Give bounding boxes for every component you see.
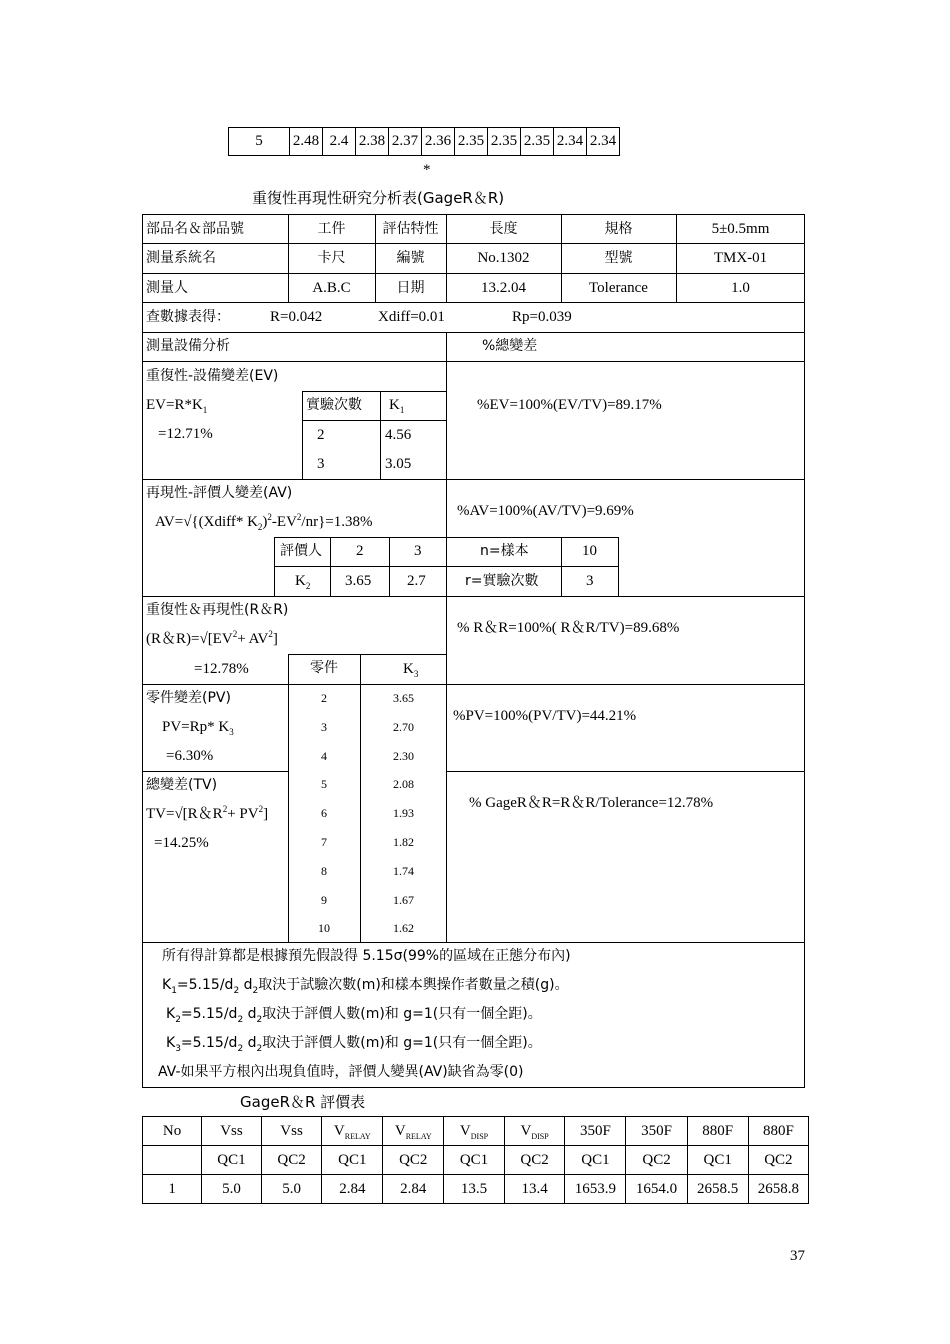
table-cell: QC1 (322, 1146, 383, 1175)
tv-percent: % GageR＆R=R＆R/Tolerance=12.78% (469, 795, 714, 811)
av-runs-label: r=實驗次數 (465, 573, 539, 589)
table-cell: $V_{DISP}$ (444, 1117, 505, 1146)
k3-cell: 2.70 (393, 719, 414, 734)
ev-k-row: 3 (317, 456, 325, 472)
table-cell: Vss (202, 1117, 262, 1146)
table-cell: QC1 (444, 1146, 505, 1175)
table-cell: 2658.8 (748, 1175, 808, 1204)
table-cell: QC2 (383, 1146, 444, 1175)
note-line: $K_1=5.15/d_2$ $d_2$取決于試驗次數(m)和樣本輿操作者數量之積(g)。 (162, 977, 569, 996)
pv-result: =6.30% (166, 748, 214, 764)
table-cell: $V_{RELAY}$ (322, 1117, 383, 1146)
av-formula: AV=√{(Xdiff* $K_2)^2-EV^2/nr\}=1.38\%$ (155, 512, 373, 532)
table-cell: 5.0 (202, 1175, 262, 1204)
table-cell: 13.5 (444, 1175, 505, 1204)
av-cell: 3 (586, 573, 594, 589)
table-cell: 2.4 (323, 128, 356, 156)
table-cell: QC2 (504, 1146, 565, 1175)
ev-k-row: 2 (317, 427, 325, 443)
rr-heading: 重復性＆再現性(R＆R) (146, 602, 289, 618)
eval-table (142, 1116, 809, 1204)
info-cell: 5±0.5mm (711, 221, 770, 237)
k3-cell: 1.67 (393, 892, 414, 907)
table-cell: 2.48 (290, 128, 323, 156)
info-cell: 評估特性 (382, 221, 439, 237)
table-cell: 1653.9 (565, 1175, 626, 1204)
tv-heading: 總變差(TV) (146, 777, 218, 793)
av-appraiser-label: 評價人 (280, 543, 322, 559)
k3-cell: 1.82 (393, 835, 414, 849)
table-cell: 13.4 (504, 1175, 565, 1204)
table-cell: 5 (229, 128, 290, 156)
info-cell: No.1302 (477, 250, 530, 266)
page-title: 重復性再現性研究分析表(GageR＆R) (252, 189, 505, 207)
av-cell: 3.65 (345, 573, 372, 589)
table-cell: QC2 (748, 1146, 808, 1175)
pv-percent: %PV=100%(PV/TV)=44.21% (453, 708, 637, 724)
table-cell: 1 (143, 1175, 202, 1204)
k3-col-part: 零件 (310, 660, 338, 676)
ev-k-row: 3.05 (385, 456, 412, 472)
k3-cell: 6 (321, 806, 327, 821)
table-cell: 2.36 (422, 128, 455, 156)
av-percent: %AV=100%(AV/TV)=9.69% (457, 503, 634, 519)
table-cell: 2.38 (356, 128, 389, 156)
info-cell: Tolerance (589, 280, 648, 296)
table-cell: QC2 (261, 1146, 322, 1175)
info-cell: 13.2.04 (481, 280, 526, 296)
info-cell: TMX-01 (713, 250, 768, 266)
tv-result: =14.25% (154, 835, 209, 851)
ev-k-row: 4.56 (385, 427, 412, 443)
analysis-left-header: 測量設備分析 (146, 338, 230, 354)
av-cell: 10 (582, 543, 597, 559)
table-cell: QC1 (202, 1146, 262, 1175)
ev-heading: 重復性-設備變差(EV) (146, 368, 279, 384)
k3-cell: 3.65 (393, 691, 414, 705)
av-cell: 3 (414, 543, 422, 559)
table-row (229, 128, 620, 156)
table-cell: 2.84 (383, 1175, 444, 1204)
table-cell: No (143, 1117, 202, 1146)
table-cell: Vss (261, 1117, 322, 1146)
asterisk: * (423, 162, 431, 178)
rr-percent: % R＆R=100%( R＆R/TV)=89.68% (457, 620, 680, 636)
table-cell: $V_{DISP}$ (504, 1117, 565, 1146)
analysis-right-header: %總變差 (482, 338, 538, 354)
info-cell: 測量系統名 (146, 250, 216, 266)
table-row (143, 1146, 809, 1175)
note-line: $K_3=5.15/d_2$ $d_2$取決于評價人數(m)和 g=1(只有一個全距)。 (166, 1035, 542, 1054)
table-cell: 2.37 (389, 128, 422, 156)
table-cell: 2.35 (455, 128, 488, 156)
info-cell: 型號 (604, 250, 633, 266)
table-cell: 350F (626, 1117, 687, 1146)
note-line: AV-如果平方根內出現負值時，評價人變異(AV)缺省為零(0) (158, 1064, 524, 1080)
rr-result: =12.78% (194, 661, 249, 677)
info-cell: 工件 (317, 221, 346, 237)
k3-cell: 7 (321, 835, 327, 849)
info-cell: 卡尺 (317, 250, 346, 266)
k3-cell: 2 (321, 691, 327, 705)
ev-k-head-k: $K_1$ (389, 397, 405, 415)
k3-cell: 10 (318, 921, 330, 936)
table-cell: 880F (748, 1117, 808, 1146)
page-number: 37 (790, 1248, 805, 1264)
k3-cell: 9 (321, 892, 327, 907)
tv-formula: TV=√[R＆$R^2+ PV^2$] (146, 804, 269, 822)
table-cell: QC2 (626, 1146, 687, 1175)
av-cell: 2 (356, 543, 364, 559)
r-value: R=0.042 (270, 309, 323, 325)
table-row (143, 1117, 809, 1146)
ev-percent: %EV=100%(EV/TV)=89.17% (477, 397, 662, 413)
table-cell: 2.35 (488, 128, 521, 156)
k3-cell: 1.93 (393, 806, 414, 821)
av-heading: 再現性-評價人變差(AV) (146, 485, 293, 501)
info-cell: 1.0 (731, 280, 750, 296)
k3-cell: 1.62 (393, 921, 414, 936)
table-cell: 350F (565, 1117, 626, 1146)
table-cell: 880F (687, 1117, 748, 1146)
rr-formula: (R＆$R)=√[EV^2+ AV^2]$ (146, 629, 278, 647)
k3-cell: 4 (321, 748, 327, 763)
info-cell: 編號 (396, 250, 425, 266)
table-row (143, 1175, 809, 1204)
k3-cell: 5 (321, 777, 327, 792)
info-cell: 長度 (489, 221, 518, 237)
info-cell: 部品名＆部品號 (146, 221, 244, 237)
table-cell: 2658.5 (687, 1175, 748, 1204)
table-cell: 2.35 (521, 128, 554, 156)
top-values-table (228, 127, 620, 156)
pv-heading: 零件變差(PV) (146, 690, 231, 706)
av-k2-label: $K_2$ (295, 573, 311, 591)
table-cell: 2.34 (587, 128, 620, 156)
eval-title: GageR＆R 評價表 (240, 1093, 366, 1111)
k3-col-k: $K_3$ (403, 661, 419, 679)
note-line: $K_2=5.15/d_2$ $d_2$取決于評價人數(m)和 g=1(只有一個全距)。 (166, 1006, 542, 1025)
ev-k-head-runs: 實驗次數 (306, 397, 362, 413)
table-cell (143, 1146, 202, 1175)
data-row-label: 查數據表得： (146, 309, 230, 325)
table-cell: 2.84 (322, 1175, 383, 1204)
table-cell: 5.0 (261, 1175, 322, 1204)
table-cell: QC1 (687, 1146, 748, 1175)
xdiff-value: Xdiff=0.01 (378, 309, 445, 325)
k3-cell: 8 (321, 863, 327, 878)
info-cell: A.B.C (312, 280, 351, 296)
table-cell: 2.34 (554, 128, 587, 156)
av-cell: 2.7 (407, 573, 426, 589)
info-cell: 規格 (604, 221, 633, 237)
info-cell: 測量人 (146, 280, 188, 296)
rp-value: Rp=0.039 (512, 309, 572, 325)
note-line: 所有得計算都是根據預先假設得 5.15σ(99%的區域在正態分布內) (162, 948, 571, 964)
table-cell: 1654.0 (626, 1175, 687, 1204)
info-cell: 日期 (396, 280, 425, 296)
table-cell: QC1 (565, 1146, 626, 1175)
k3-cell: 1.74 (393, 863, 414, 878)
av-sample-label: n=樣本 (480, 543, 529, 559)
pv-formula: PV=Rp* $K_3$ (162, 719, 234, 737)
k3-cell: 2.30 (393, 748, 414, 763)
ev-result: =12.71% (158, 426, 213, 442)
ev-formula: $EV=R*K_1$ (146, 397, 208, 415)
k3-cell: 2.08 (393, 777, 414, 792)
k3-cell: 3 (321, 719, 327, 734)
table-cell: $V_{RELAY}$ (383, 1117, 444, 1146)
